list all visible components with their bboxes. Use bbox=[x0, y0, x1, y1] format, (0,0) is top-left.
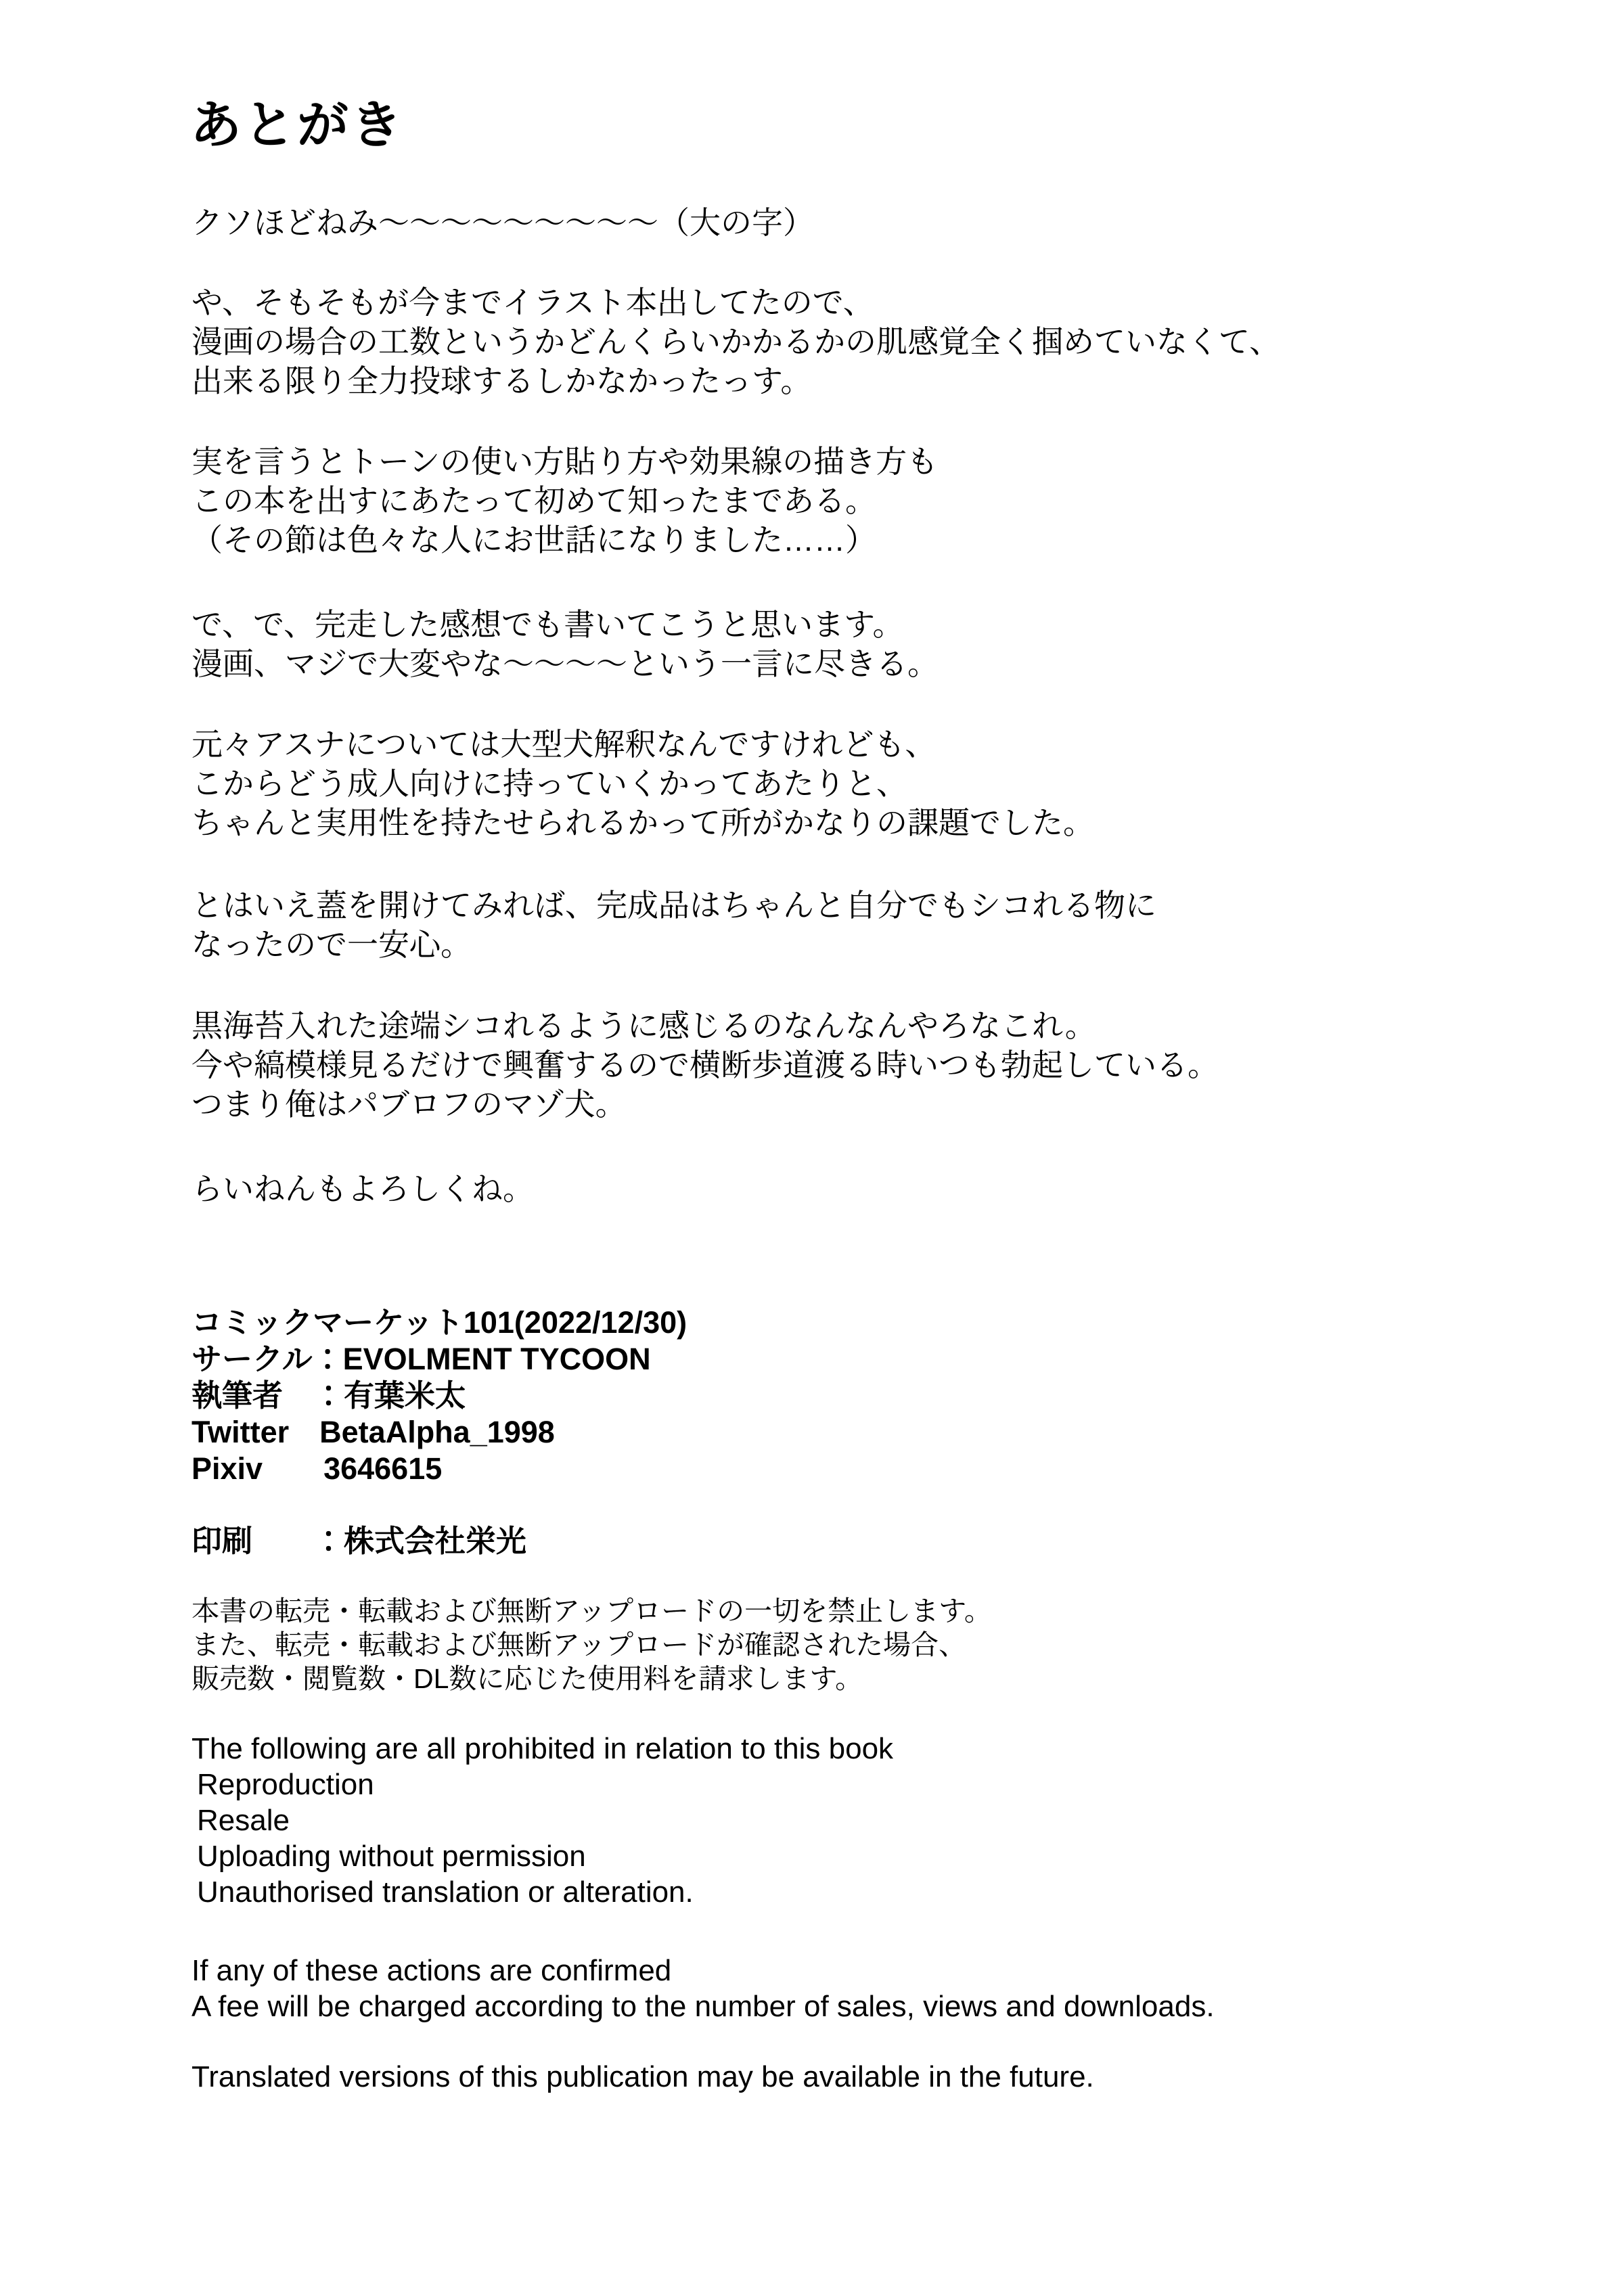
prohibited-item: Reproduction bbox=[197, 1768, 374, 1801]
text-line: や、そもそもが今までイラスト本出してたので、 bbox=[191, 285, 874, 320]
printer-line: 印刷 ：株式会社栄光 bbox=[191, 1524, 527, 1558]
pixiv-id: Pixiv 3646615 bbox=[191, 1451, 443, 1486]
text-line: とはいえ蓋を開けてみれば、完成品はちゃんと自分でもシコれる物に bbox=[191, 888, 1156, 923]
text-line: If any of these actions are confirmed bbox=[191, 1954, 672, 1987]
text-line: 漫画、マジで大変やな～～～～という一言に尽きる。 bbox=[191, 646, 939, 681]
text-line: この本を出すにあたって初めて知ったまである。 bbox=[191, 483, 876, 518]
afterword-page bbox=[191, 0, 1531, 2095]
notice-en-heading: The following are all prohibited in relation to this book bbox=[191, 1732, 894, 1765]
event-line: コミックマーケット101(2022/12/30) bbox=[191, 1305, 687, 1340]
text-line: ちゃんと実用性を持たせられるかって所がかなりの課題でした。 bbox=[191, 805, 1094, 840]
copyright-notice-jp bbox=[191, 1594, 1531, 1696]
author-line: 執筆者 ：有葉米太 bbox=[191, 1378, 466, 1413]
prohibited-item: Resale bbox=[197, 1804, 290, 1837]
afterword-paragraph bbox=[191, 725, 1531, 842]
prohibited-item: Unauthorised translation or alteration. bbox=[197, 1876, 694, 1909]
afterword-paragraph bbox=[191, 442, 1531, 560]
copyright-notice-en bbox=[191, 1731, 1531, 1910]
text-line: 今や縞模様見るだけで興奮するので横断歩道渡る時いつも勃起している。 bbox=[191, 1047, 1219, 1083]
text-line: で、で、完走した感想でも書いてこうと思います。 bbox=[191, 607, 904, 642]
credits-block bbox=[191, 1304, 1531, 1487]
opening-line: クソほどねみ～～～～～～～～～（大の字） bbox=[191, 205, 814, 240]
afterword-paragraph bbox=[191, 886, 1531, 964]
text-line: A fee will be charged according to the number of sales, views and downloads. bbox=[191, 1990, 1215, 2023]
text-line: 実を言うとトーンの使い方貼り方や効果線の描き方も bbox=[191, 444, 939, 479]
afterword-paragraph bbox=[191, 1169, 1531, 1208]
text-line: また、転売・転載および無断アップロードが確認された場合、 bbox=[191, 1629, 967, 1660]
text-line: 販売数・閲覧数・DL数に応じた使用料を請求します。 bbox=[191, 1663, 863, 1694]
text-line: こからどう成人向けに持っていくかってあたりと、 bbox=[191, 766, 907, 801]
text-line: Translated versions of this publication may be available in the future. bbox=[191, 2060, 1094, 2093]
text-line: 本書の転売・転載および無断アップロードの一切を禁止します。 bbox=[191, 1595, 992, 1627]
text-line: 出来る限り全力投球するしかなかったっす。 bbox=[191, 363, 812, 399]
text-line: らいねんもよろしくね。 bbox=[191, 1171, 534, 1206]
twitter-handle: Twitter BetaAlpha_1998 bbox=[191, 1415, 555, 1449]
text-line: なったので一安心。 bbox=[191, 927, 472, 962]
text-line: 黒海苔入れた途端シコれるように感じるのなんなんやろなこれ。 bbox=[191, 1008, 1096, 1043]
prohibited-item: Uploading without permission bbox=[197, 1840, 586, 1873]
afterword-paragraph bbox=[191, 1006, 1531, 1124]
fee-warning bbox=[191, 1953, 1531, 2024]
text-line: つまり俺はパブロフのマゾ犬。 bbox=[191, 1087, 627, 1122]
text-line: （その節は色々な人にお世話になりました……） bbox=[191, 522, 876, 558]
circle-line: サークル：EVOLMENT TYCOON bbox=[191, 1342, 651, 1376]
afterword-paragraph bbox=[191, 283, 1531, 401]
page-title: あとがき bbox=[190, 97, 404, 154]
translation-note bbox=[191, 2059, 1531, 2095]
text-line: 元々アスナについては大型犬解釈なんですけれども、 bbox=[191, 727, 937, 762]
afterword-paragraph bbox=[191, 605, 1531, 683]
text-line: 漫画の場合の工数というかどんくらいかかるかの肌感覚全く掴めていなくて、 bbox=[191, 324, 1281, 359]
